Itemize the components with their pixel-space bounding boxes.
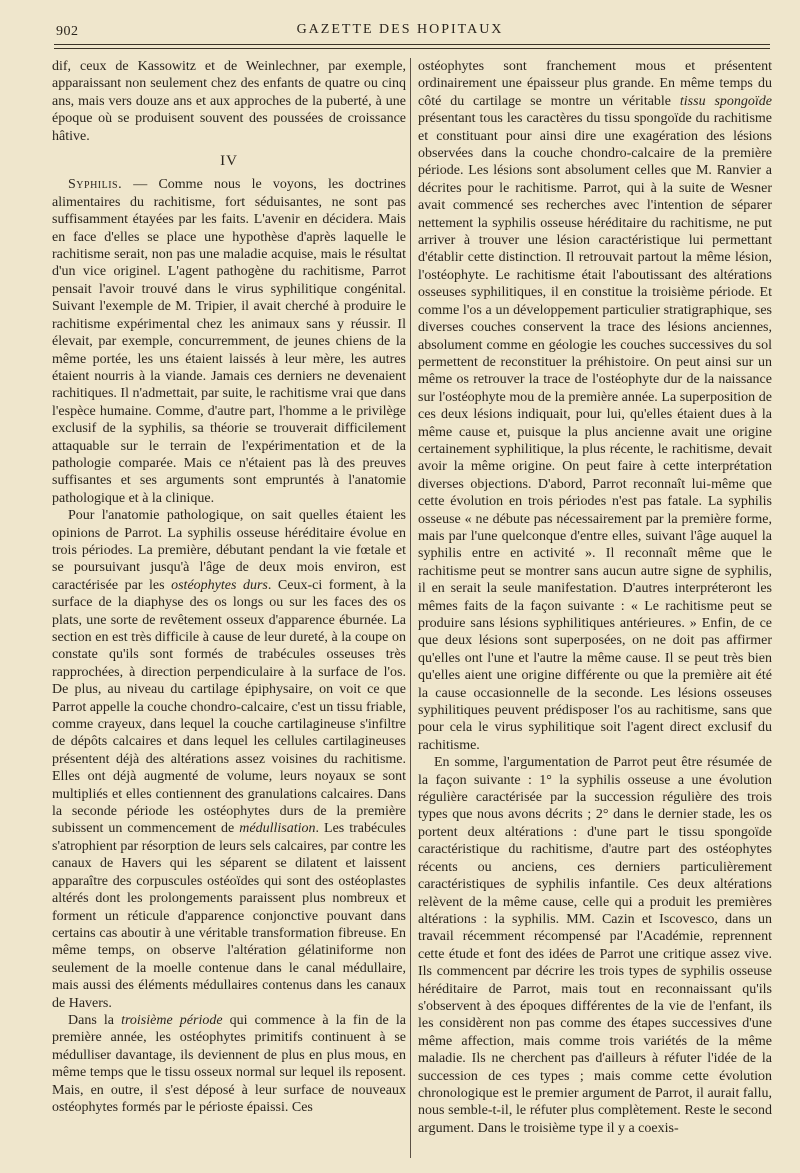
section-number: IV — [220, 153, 238, 170]
header-rule — [54, 44, 770, 45]
syphilis-paragraph — [52, 176, 406, 507]
right-column — [418, 58, 772, 1137]
header-rule-secondary — [54, 48, 770, 49]
third-period-text-b: qui commence à la fin de la première année, les ostéophytes primitifs continuent à se médulliser davantage, ils deviennent de plus en plus mous, en même temps que le tissu osseux normal sur lequel ils reposent. Mais, en outre, il s'est déposé à leur surface de nouveaux ostéophytes formés par le périoste épaissi. Ces — [52, 1012, 406, 1115]
anatomy-text-b: . Ceux-ci forment, à la surface de la diaphyse des os longs ou sur les faces des os plats, une sorte de revêtement osseux d'apparence éburnée. La section en est très difficile à cause de leur dureté, à la coupe on constate qu'ils sont formés de trabécules osseuses très rapprochées, à direction perpendiculaire à la surface de l'os. De plus, au niveau du cartilage épiphysaire, on voit ce que Parrot appelle la couche chondro-calcaire, c'est un tissu friable, comme crayeux, dans lequel la couche cartilagineuse s'infiltre de dépôts calcaires et dans lequel les cellules cartilagineuses présentent déjà des altérations assez voisines du rachitisme. Elles ont déjà augmenté de volume, leurs noyaux se sont multipliés et elles contiennent des granulations calcaires. Dans la seconde période les ostéophytes durs de la première subissent un commencement de — [52, 577, 406, 837]
anatomy-paragraph — [52, 507, 406, 1012]
parrot-term-spongoide: tissu spongoïde — [679, 93, 773, 109]
section-lead-word: Syphilis. — [68, 177, 123, 193]
anatomy-text-c: . Les trabécules s'atrophient par résorption de leurs sels calcaires, par contre les canaux de Havers qui les séparent se dilatent et laissent apparaître des corpuscules ostéoïdes qui sont des ostéoplastes altérés dont les prolongements paraissent plus nombreux et forment un réticule d'apparence conjonctive pouvant dans certains cas aboutir à une véritable transformation fibreuse. En même temps, on observe l'altération gélatiniforme non seulement de la moelle contenue dans le canal médullaire, mais aussi des éléments médullaires contenus dans les canaux de Havers. — [52, 821, 406, 1011]
third-period-term: troisième période — [121, 1012, 223, 1028]
page-number: 902 — [56, 24, 79, 39]
summary-paragraph: En somme, l'argumentation de Parrot peut être résumée de la façon suivante : 1° la syphilis osseuse a une évolution régulière caractérisée par la succession régulière des trois types que nous avons décrits ; 2° dans le dernier stade, les os portent deux altérations : d'une part le tissu spongoïde caractéristique du rachitisme, d'autre part des ostéophytes récents ou anciens, ces derniers particulièrement caractéristiques de syphilis infantile. Ces deux altérations relèvent de la même cause, celle qui a produit les premières altérations : la syphilis. MM. Cazin et Iscovesco, dans un travail récemment récompensé par l'Académie, reprennent cette étude et font des idées de Parrot une critique assez vive. Ils commencent par décrire les trois types de syphilis osseuse héréditaire de Parrot, mais tout en reconnaissant qu'ils s'observent à des époques différentes de la vie de l'enfant, ils les considèrent non pas comme des étapes successives d'une même affection, mais comme trois variétés de la même maladie. Ils ne cherchent pas d'ailleurs à réfuter l'idée de la succession de ces types ; mais comme cette évolution chronologique est le premier argument de Parrot, il aurait fallu, nous semble-t-il, le réfuter plus complètement. Reste le second argument. Dans le troisième type il y a coexis- — [418, 755, 772, 1136]
anatomy-term-osteophytes: ostéophytes durs — [171, 577, 268, 593]
column-divider — [410, 58, 411, 1158]
journal-title: GAZETTE DES HOPITAUX — [296, 22, 504, 37]
anatomy-text-a: Pour l'anatomie pathologique, on sait quelles étaient les opinions de Parrot. La syphilis osseuse héréditaire évolue en trois périodes. La première, débutant pendant la vie fœtale et se poursuivant jusqu'à l'âge de deux mois environ, est caractérisée par les — [52, 508, 406, 593]
intro-paragraph: dif, ceux de Kassowitz et de Weinlechner, par exemple, apparaissant non seulement chez des enfants de quatre ou cinq ans, mais vers douze ans et aux approches de la puberté, à une époque où se produisent souvent des poussées de croissance hâtive. — [52, 59, 406, 144]
parrot-text-a: ostéophytes sont franchement mous et présentent ordinairement une épaisseur plus grande. En même temps du côté du cartilage se montre un véritable — [418, 59, 772, 109]
left-column — [52, 58, 406, 1116]
parrot-text-b: présentant tous les caractères du tissu spongoïde du rachitisme et constituant pour ainsi dire une exagération des lésions observées dans la couche chondro-calcaire de la première période. Les lésions sont absolument celles que M. Ranvier a décrites pour le rachitisme. Parrot, qui à la suite de Wesner avait commencé ses recherches avec l'intention de séparer nettement la syphilis osseuse héréditaire du rachitisme, ne put arriver à trouver une lésion caractéristique lui permettant d'établir cette distinction. Il retrouvait partout la même lésion, l'ostéophyte. Le rachitisme était l'aboutissant des altérations osseuses syphilitiques, il en constitue la troisième période. Et comme l'os a un développement particulier stratigraphique, ses diverses couches conservent la trace des lésions anciennes, absolument comme en géologie les couches successives du sol permettent de reconstituer la préhistoire. On peut ainsi sur un même os retrouver la trace de l'ostéophyte dur de la naissance sur l'ostéophyte mou de la première année. La superposition de ces deux lésions indiquait, pour lui, qu'elles étaient dues à la même cause et, puisque la plus ancienne avait une origine certainement syphilitique, la plus récente, le rachitisme, devait avoir la même origine. On peut faire à cette interprétation diverses objections. D'abord, Parrot reconnaît lui-même que cette évolution en trois périodes n'est pas fatale. La syphilis osseuse « ne débute pas nécessairement par la première forme, mais par l'une quelconque d'entre elles, suivant l'âge auquel la syphilis entre en activité ». Il reconnaît même que le rachitisme peut se montrer sans aucun autre signe de syphilis, il en serait la seule manifestation. D'autres interpréteront les mêmes faits de la façon suivante : « Le rachitisme peut se produire sans lésions syphilitiques antérieures. » Enfin, de ce que deux lésions sont superposées, on ne doit pas affirmer qu'elles ont l'une et l'autre la même cause. Il se peut très bien qu'elles aient une origine différente ou que la première ait été la cause occasionnelle de la seconde. Les lésions osseuses syphilitiques peuvent prédisposer l'os au rachitisme, sans que pour cela le virus syphilitique soit l'agent direct exclusif du rachitisme. — [418, 111, 772, 753]
third-period-paragraph — [52, 1012, 406, 1116]
anatomy-term-medullisation: médullisation — [239, 821, 316, 837]
third-period-text-a: Dans la — [68, 1012, 122, 1028]
syphilis-paragraph-text: — Comme nous le voyons, les doctrines alimentaires du rachitisme, fort séduisantes, ne sont pas suffisamment étayées par les faits. L'avenir en décidera. Mais en face d'elles se place une hypothèse d'après laquelle le rachitisme serait, non pas une maladie acquise, mais le résultat d'un vice originel. L'agent pathogène du rachitisme, Parrot pensait l'avoir trouvé dans le virus syphilitique congénital. Suivant l'exemple de M. Tripier, il avait cherché à produire le rachitisme expérimental chez les animaux sans y réussir. Il élevait, par exemple, concurremment, de jeunes chiens de la même portée, les uns étaient laissés à leur mère, les autres étaient nourris à la viande. Jamais ces derniers ne devenaient rachitiques. Il n'admettait, par suite, le rachitisme vrai que dans l'espèce humaine. Comme, d'autre part, l'homme a le privilège exclusif de la syphilis, sa théorie se trouverait difficilement attaquable sur le terrain de l'expérimentation et de la pathologie comparée. Mais ce n'étaient pas là des preuves suffisantes et ses arguments sont empruntés à l'anatomie pathologique et à la clinique. — [52, 177, 406, 506]
parrot-paragraph — [418, 58, 772, 754]
